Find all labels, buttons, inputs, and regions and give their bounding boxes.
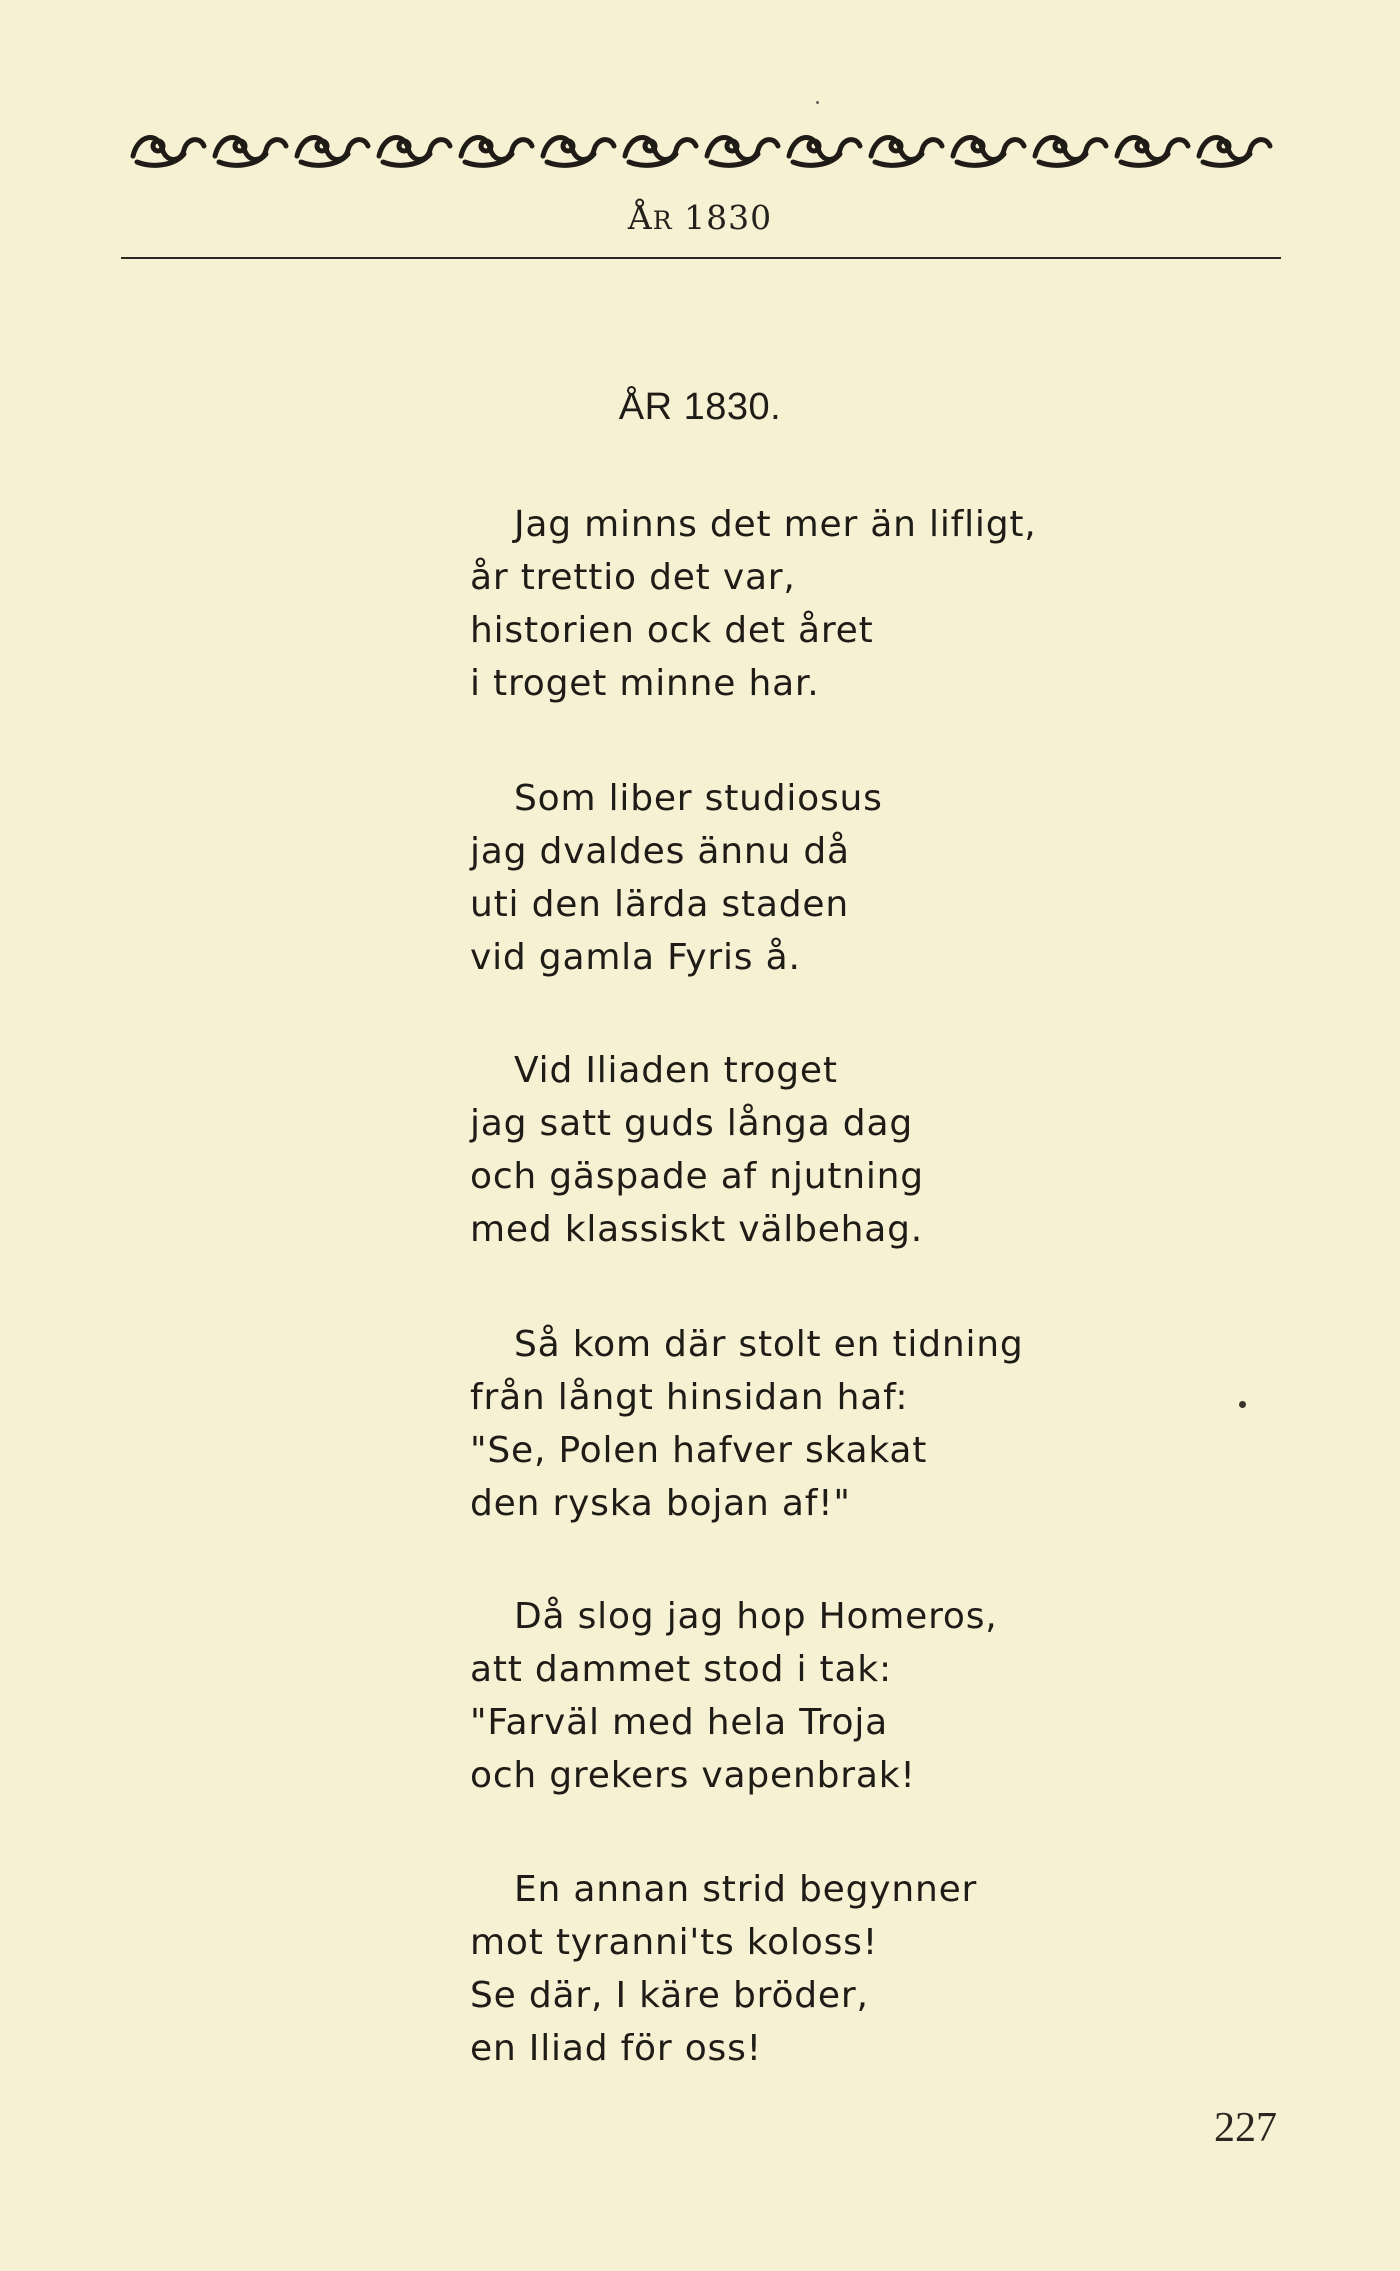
verse-line: från långt hinsidan haf:	[470, 1377, 909, 1418]
verse-line: den ryska bojan af!"	[470, 1483, 851, 1524]
stanza-3	[470, 1044, 1170, 1256]
verse-line: Så kom där stolt en tidning	[514, 1324, 1024, 1365]
verse-line: i troget minne har.	[470, 663, 820, 704]
verse-line: "Se, Polen hafver skakat	[470, 1430, 928, 1471]
wave-scroll-border-icon	[128, 122, 1274, 182]
verse-line: Se där, I käre bröder,	[470, 1975, 869, 2016]
verse-line: en Iliad för oss!	[470, 2028, 762, 2069]
poem-title: ÅR 1830.	[618, 386, 782, 428]
stanza-2	[470, 772, 1170, 984]
verse-line: uti den lärda staden	[470, 884, 849, 925]
verse-line: Vid Iliaden troget	[514, 1050, 838, 1091]
stanza-4	[470, 1318, 1170, 1530]
verse-line: med klassiskt välbehag.	[470, 1209, 924, 1250]
stanza-6	[470, 1863, 1170, 2075]
ink-speck	[1239, 1401, 1246, 1408]
verse-line: En annan strid begynner	[514, 1869, 978, 1910]
running-head-initial: Å	[627, 198, 653, 237]
running-head-small-caps: R	[652, 206, 673, 235]
verse-line: och gäspade af njutning	[470, 1156, 924, 1197]
running-head	[0, 198, 1400, 237]
verse-line: mot tyranni'ts koloss!	[470, 1922, 878, 1963]
running-head-year: 1830	[684, 198, 773, 237]
verse-line: år trettio det var,	[470, 557, 796, 598]
verse-line: historien ock det året	[470, 610, 874, 651]
verse-line: Då slog jag hop Homeros,	[514, 1596, 998, 1637]
stanza-5	[470, 1590, 1170, 1802]
verse-line: och grekers vapenbrak!	[470, 1755, 916, 1796]
header-rule	[121, 257, 1281, 259]
verse-line: Som liber studiosus	[514, 778, 883, 819]
stanza-1	[470, 498, 1170, 710]
verse-line: vid gamla Fyris å.	[470, 937, 801, 978]
verse-line: Jag minns det mer än lifligt,	[514, 504, 1037, 545]
verse-line: att dammet stod i tak:	[470, 1649, 892, 1690]
verse-line: jag satt guds långa dag	[470, 1103, 913, 1144]
verse-line: jag dvaldes ännu då	[470, 831, 850, 872]
paper-speck	[816, 101, 819, 104]
page-number: 227	[1214, 2105, 1277, 2151]
verse-line: "Farväl med hela Troja	[470, 1702, 889, 1743]
